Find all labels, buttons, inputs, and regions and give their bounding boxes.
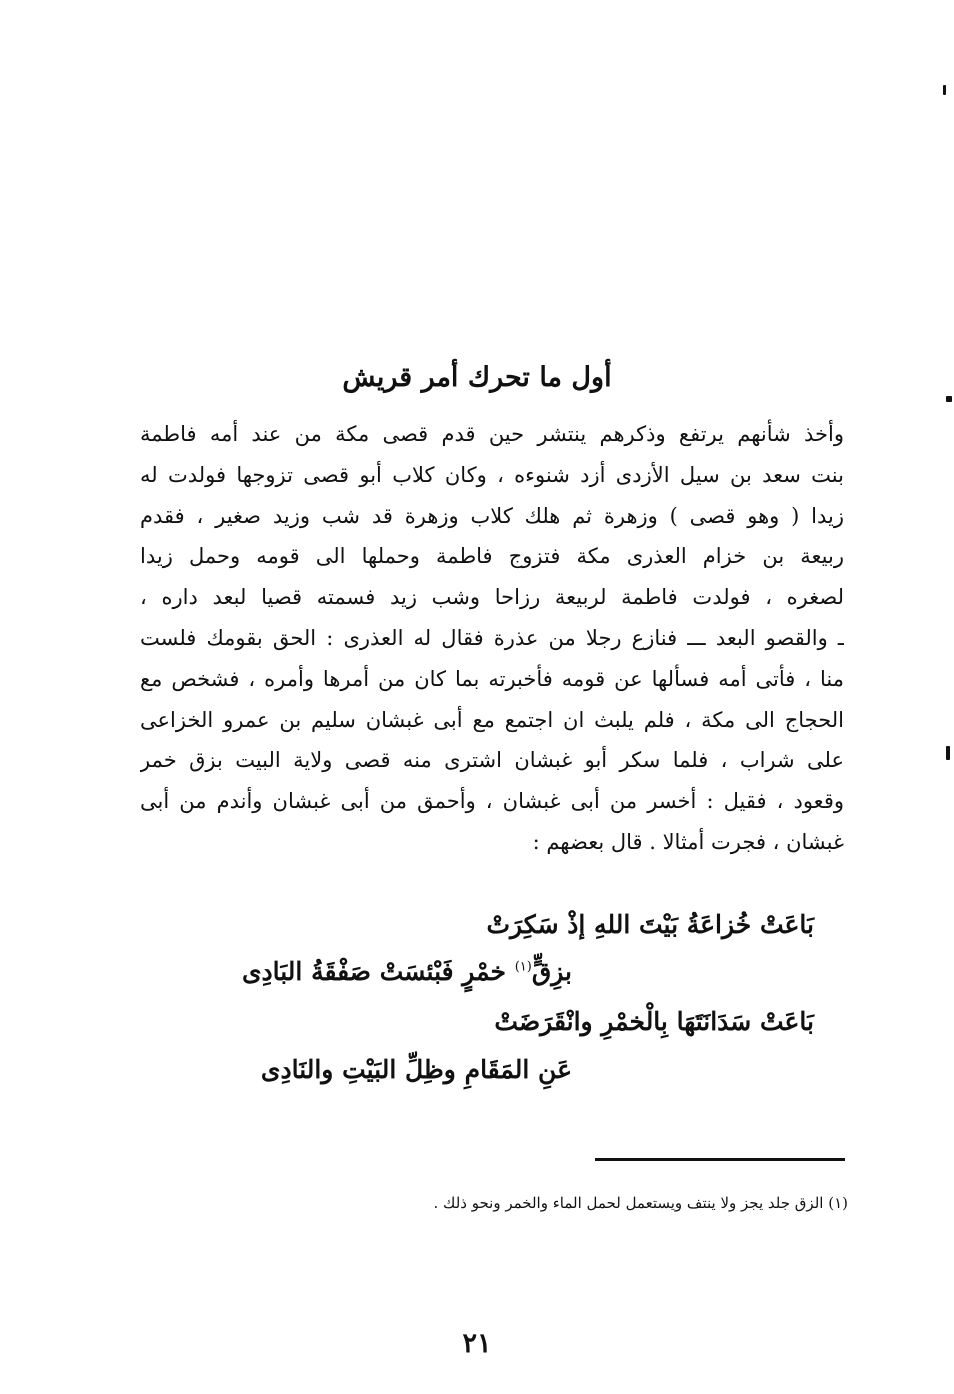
verse-line: عَنِ المَقَامِ وظِلِّ البَيْتِ والنَادِى [260, 1055, 572, 1084]
scan-mark [943, 85, 946, 95]
verse-fragment: بزِقٍّ [531, 957, 572, 986]
verse-line: بَاعَتْ سَدَانَتَهَا بِالْخمْرِ وانْقَرَضَتْ [494, 1007, 814, 1036]
footnote-divider [595, 1158, 845, 1161]
page-number: ٢١ [462, 1328, 492, 1359]
footnote: (١) الزق جلد يجز ولا ينتف ويستعمل لحمل الماء والخمر ونحو ذلك . [433, 1194, 848, 1212]
scan-mark [946, 396, 952, 402]
text-line: بنت سعد بن سيل الأزدى أزد شنوءه ، وكان كلاب أبو قصى تزوجها فولدت له [140, 462, 844, 487]
verse-line [242, 957, 572, 986]
text-line: على شراب ، فلما سكر أبو غبشان اشترى منه قصى ولاية البيت بزق خمر [140, 748, 844, 773]
footnote-marker: (١) [514, 959, 532, 975]
text-line: ربيعة بن خزام العذرى مكة فتزوج فاطمة وحملها الى قومه وحمل زيدا [140, 544, 844, 569]
text-line: وأخذ شأنهم يرتفع وذكرهم ينتشر حين قدم قصى مكة من عند أمه فاطمة [140, 422, 844, 446]
text-line: الحجاج الى مكة ، فلم يلبث ان اجتمع مع أبى غبشان سليم بن عمرو الخزاعى [140, 707, 844, 732]
text-line: ـ والقصو البعد ـــ فنازع رجلا من عذرة فقال له العذرى : الحق بقومك فلست [140, 625, 844, 650]
text-line: منا ، فأتى أمه فسألها عن قومه فأخبرته بما كان من أمرها وأمره ، فشخص مع [140, 666, 844, 691]
verse-fragment: خمْرٍ فَبْئسَتْ صَفْقَةُ البَادِى [241, 957, 515, 986]
body-paragraph [140, 414, 844, 863]
chapter-title: أول ما تحرك أمر قريش [342, 362, 612, 393]
text-line: لصغره ، فولدت فاطمة لربيعة رزاحا وشب زيد فسمته قصيا لبعد داره ، [140, 585, 844, 610]
verse-line: بَاعَتْ خُزاعَةُ بَيْتَ اللهِ إذْ سَكِرَتْ [486, 910, 814, 939]
text-line: زيدا ( وهو قصى ) وزهرة ثم هلك كلاب وزهرة قد شب وزيد صغير ، فقدم [140, 503, 844, 528]
text-line: غبشان ، فجرت أمثالا . قال بعضهم : [532, 829, 844, 854]
scan-mark [946, 746, 950, 760]
text-line: وقعود ، فقيل : أخسر من أبى غبشان ، وأحمق من أبى غبشان وأندم من أبى [140, 789, 844, 814]
